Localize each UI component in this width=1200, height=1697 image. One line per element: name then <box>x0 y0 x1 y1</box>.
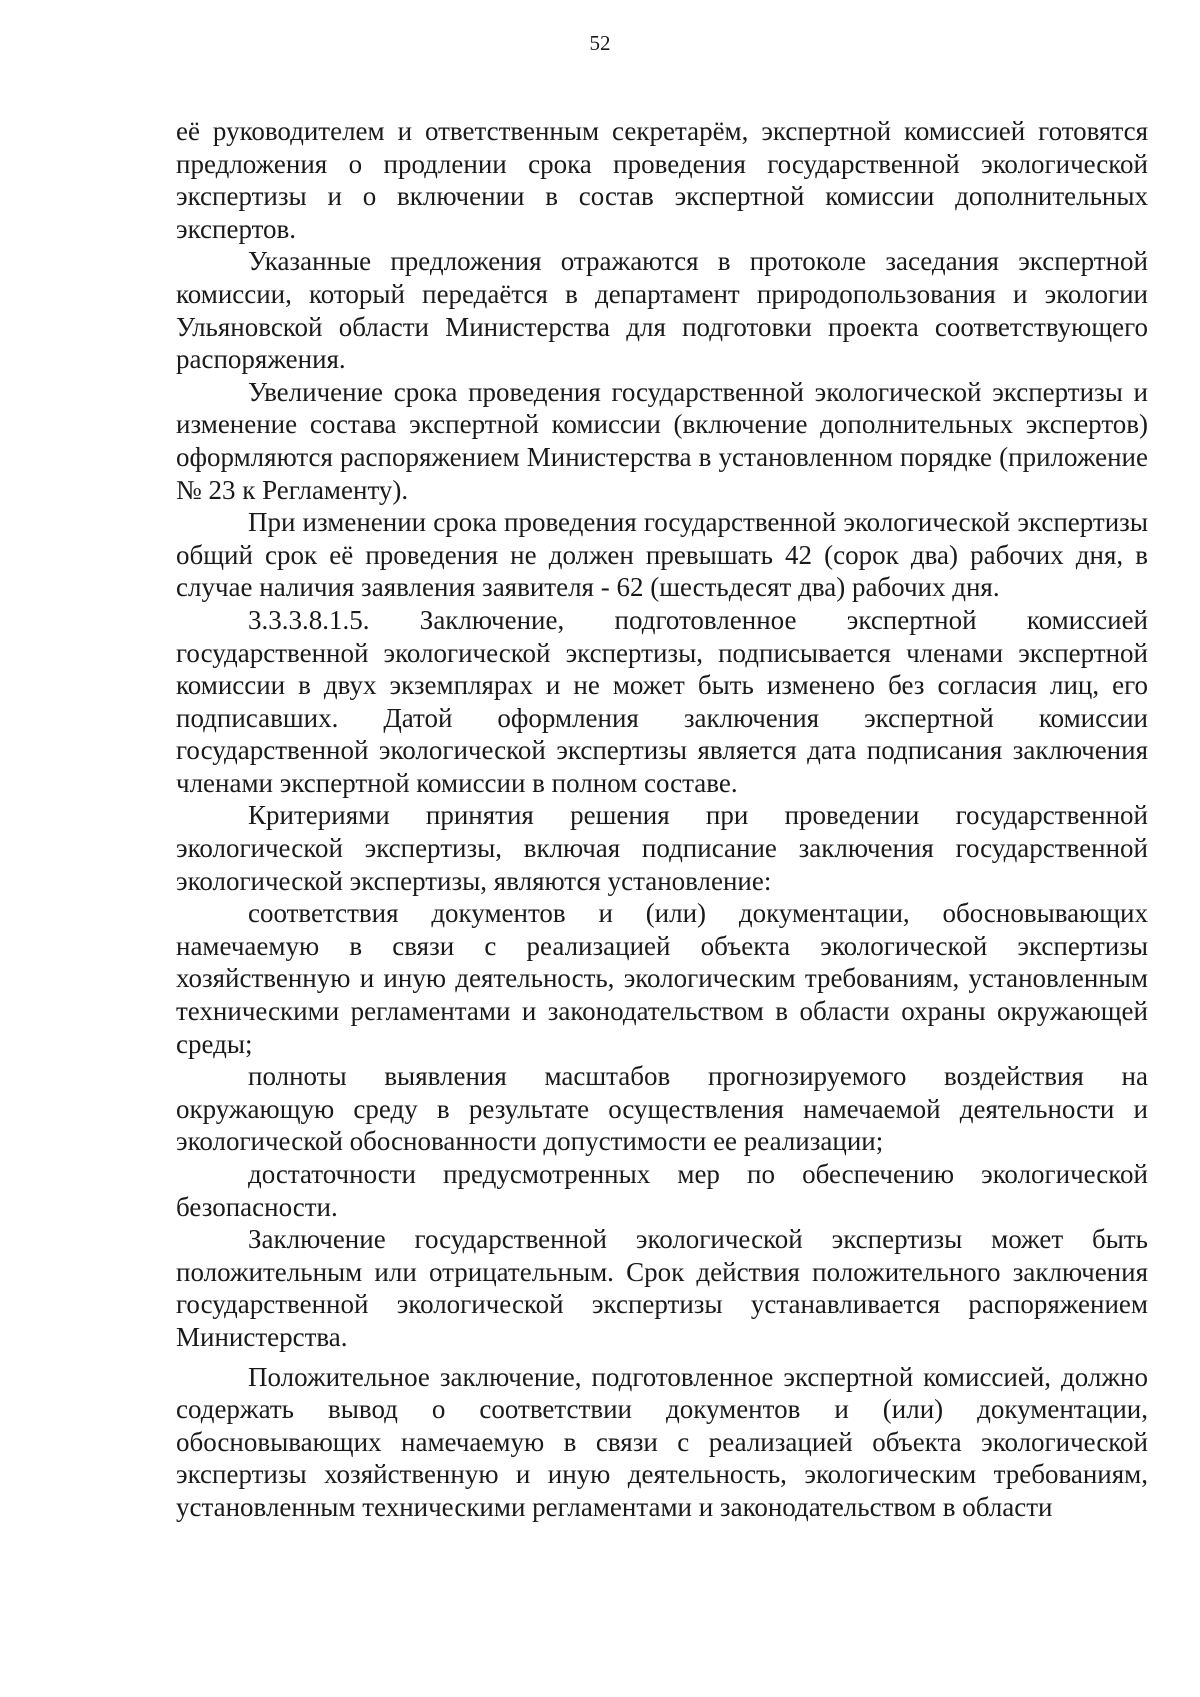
paragraph-3: Увеличение срока проведения государственной экологической экспертизы и изменение состава экспертной комиссии (включение дополнительных экспертов) оформляются распоряжением Министерства в установленном порядке (приложение № 23 к Регламенту). <box>176 376 1148 505</box>
paragraph-8: полноты выявления масштабов прогнозируемого воздействия на окружающую среду в результате осуществления намечаемой деятельности и экологической обоснованности допустимости ее реализации; <box>176 1061 1148 1157</box>
paragraph-7: соответствия документов и (или) документации, обосновывающих намечаемую в связи с реализацией объекта экологической экспертизы хозяйственную и иную деятельность, экологическим требованиям, установленным техническими регламентами и законодательством в области охраны окружающей среды; <box>176 898 1148 1059</box>
paragraph-2: Указанные предложения отражаются в протоколе заседания экспертной комиссии, который передаётся в департамент природопользования и экологии Ульяновской области Министерства для подготовки проекта соответствующего распоряжения. <box>176 246 1148 375</box>
paragraph-11: Положительное заключение, подготовленное экспертной комиссией, должно содержать вывод о соответствии документов и (или) документации, обосновывающих намечаемую в связи с реализацией объекта экологической экспертизы хозяйственную и иную деятельность, экологическим требованиям, установленным техническими регламентами и законодательством в области <box>176 1361 1148 1522</box>
paragraph-4: При изменении срока проведения государственной экологической экспертизы общий срок её проведения не должен превышать 42 (сорок два) рабочих дня, в случае наличия заявления заявителя - 62 (шестьдесят два) рабочих дня. <box>176 507 1148 603</box>
paragraph-9: достаточности предусмотренных мер по обеспечению экологической безопасности. <box>176 1159 1148 1222</box>
page-number: 52 <box>589 31 611 55</box>
paragraph-6: Критериями принятия решения при проведении государственной экологической экспертизы, включая подписание заключения государственной экологической экспертизы, являются установление: <box>176 800 1148 896</box>
paragraph-10: Заключение государственной экологической экспертизы может быть положительным или отрицательным. Срок действия положительного заключения государственной экологической экспертизы устанавливается распоряжением Министерства. <box>176 1224 1148 1352</box>
paragraph-1: её руководителем и ответственным секретарём, экспертной комиссией готовятся предложения о продлении срока проведения государственной экологической экспертизы и о включении в состав экспертной комиссии дополнительных экспертов. <box>176 116 1148 244</box>
document-body <box>176 115 1148 1524</box>
paragraph-5: 3.3.3.8.1.5. Заключение, подготовленное экспертной комиссией государственной экологической экспертизы, подписывается членами экспертной комиссии в двух экземплярах и не может быть изменено без согласия лиц, его подписавших. Датой оформления заключения экспертной комиссии государственной экологической экспертизы является дата подписания заключения членами экспертной комиссии в полном составе. <box>176 604 1148 798</box>
